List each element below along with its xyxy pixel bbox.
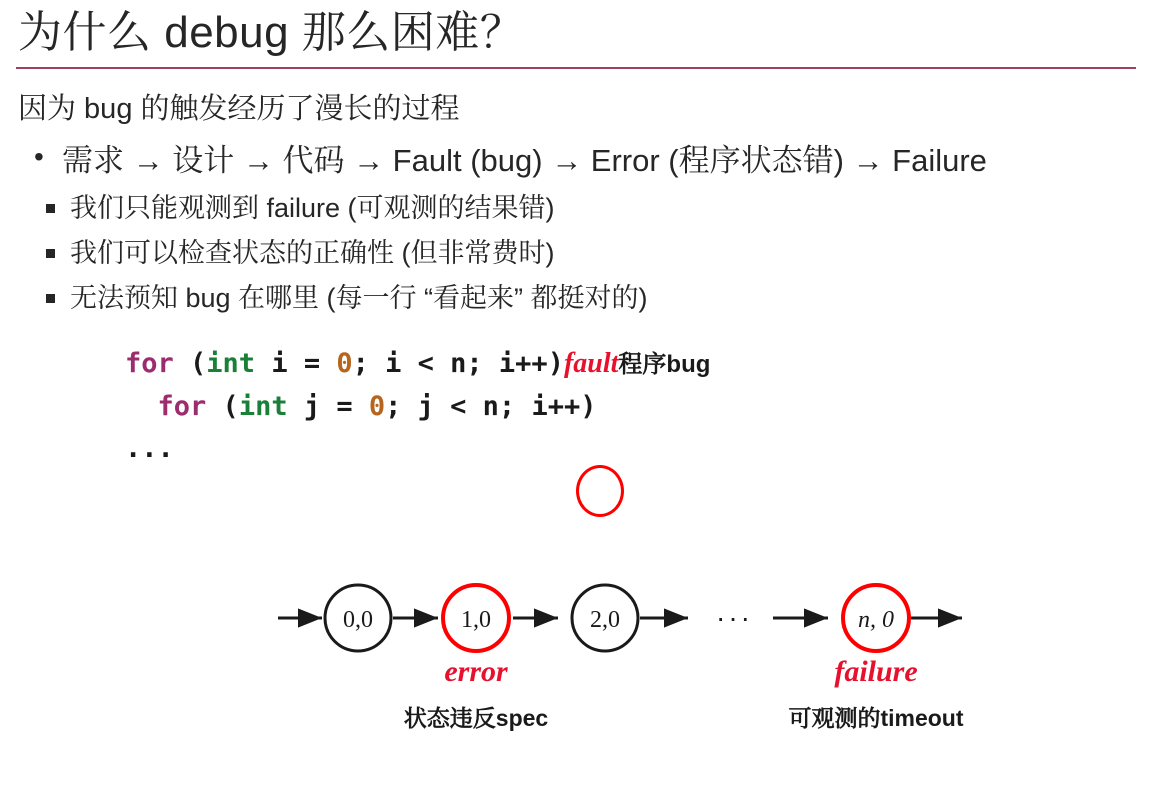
keyword-for: for: [157, 390, 207, 422]
code-var: i =: [255, 348, 337, 380]
lead-paragraph: 因为 bug 的触发经历了漫长的过程: [18, 92, 460, 125]
error-caption: 状态违反spec: [403, 705, 549, 731]
failure-caption: 可观测的timeout: [788, 705, 964, 731]
code-punct: (: [206, 390, 239, 422]
code-line-1: [125, 348, 710, 379]
error-label: error: [444, 655, 508, 688]
fault-annotation: fault: [563, 348, 619, 380]
list-item: 无法预知 bug 在哪里 (每一行 “看起来” 都挺对的): [40, 281, 1154, 316]
bug-highlight-circle: [576, 465, 624, 517]
node-label-0: 0,0: [343, 607, 373, 633]
page-title: 为什么 debug 那么困难？: [18, 8, 525, 57]
code-number: 0: [336, 348, 353, 380]
bullet-list-level2: [0, 191, 1154, 316]
fault-note: 程序bug: [618, 351, 711, 379]
node-label-2: 2,0: [590, 607, 620, 633]
list-item: 我们可以检查状态的正确性 (但非常费时): [40, 236, 1154, 271]
code-line-2: [125, 391, 596, 422]
list-item: 我们只能观测到 failure (可观测的结果错): [40, 191, 1154, 226]
state-diagram-svg: [0, 560, 1154, 760]
failure-label: failure: [834, 655, 918, 688]
keyword-for: for: [125, 348, 174, 380]
diagram-ellipsis: ···: [716, 602, 753, 633]
keyword-int: int: [206, 348, 256, 380]
code-rest: ; j < n; i++): [385, 390, 597, 422]
code-block: [0, 342, 1154, 469]
node-label-n: n, 0: [858, 607, 894, 633]
code-line-3: ...: [125, 432, 174, 464]
code-punct: (: [173, 348, 207, 380]
code-number: 0: [368, 390, 386, 422]
keyword-int: int: [238, 390, 288, 422]
node-label-1: 1,0: [461, 607, 491, 633]
code-rest: ; i < n; i++): [352, 348, 564, 380]
state-diagram: [0, 560, 1154, 760]
code-var: j =: [287, 390, 369, 422]
list-item: • 需求 → 设计 → 代码 → Fault (bug) → Error (程序状态错) → Failure: [26, 141, 1154, 181]
bullet-list-level1: [0, 141, 1154, 181]
